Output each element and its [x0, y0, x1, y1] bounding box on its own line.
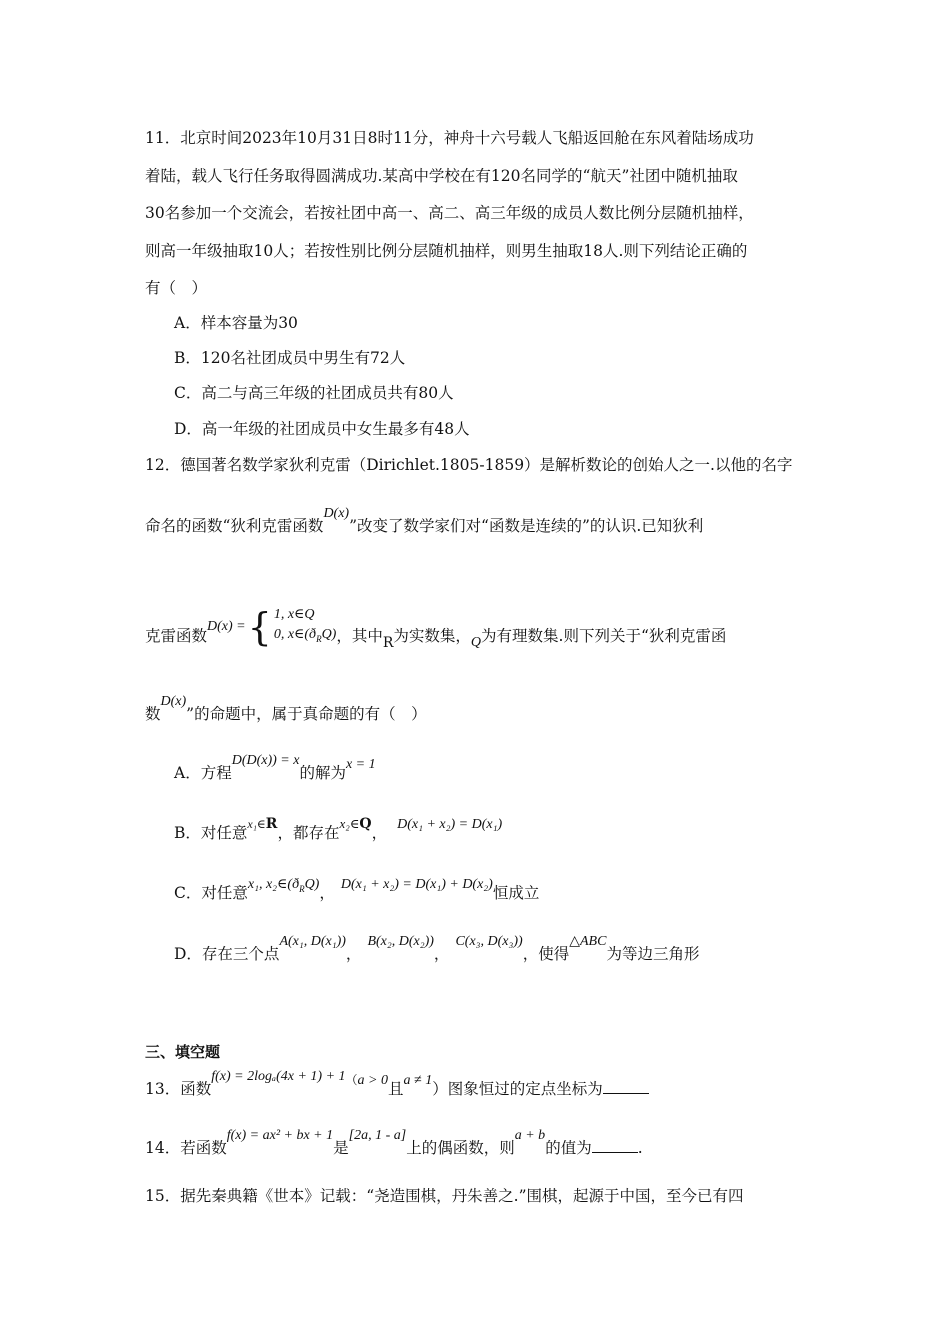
q12-option-d-text-end: 为等边三角形	[606, 945, 700, 963]
q12-option-b-x1: x₁∈	[247, 817, 266, 831]
q12-option-b-x2: x₂∈	[339, 816, 360, 831]
q12-option-c-equation: D(x₁ + x₂) = D(x₁) + D(x₂)	[340, 877, 493, 892]
q12-option-c-subscript: R	[299, 883, 305, 894]
q12-option-d-sep-2: ，	[433, 945, 450, 963]
case-irrational	[274, 627, 337, 642]
q12-option-a-label: A．方程	[174, 764, 232, 782]
dirichlet-function-symbol-2: D(x)	[160, 694, 187, 709]
q11-option-c: C．高二与高三年级的社团成员共有80人	[174, 384, 454, 402]
q12-option-c-text: 恒成立	[492, 884, 540, 902]
triangle-abc: △ABC	[569, 934, 607, 949]
q13-label: 13．函数	[145, 1080, 212, 1098]
piecewise-cases	[274, 605, 337, 649]
q12-option-a	[174, 753, 376, 786]
q12-option-d-sep-1: ，	[345, 945, 362, 963]
q12-option-c-label: C．对任意	[174, 884, 248, 902]
q13-paren-open: （	[345, 1073, 358, 1087]
q11-line-2: 着陆，载人飞行任务取得圆满成功.某高中学校在有120名同学的“航天”社团中随机抽取	[145, 167, 738, 185]
q12-option-c-domain-tail: Q)	[304, 877, 320, 892]
q12-line-1: 12．德国著名数学家狄利克雷（Dirichlet.1805-1859）是解析数论的创始人之一.以他的名字	[145, 456, 793, 474]
q14-label: 14．若函数	[145, 1139, 227, 1157]
q14-answer-blank[interactable]	[592, 1138, 638, 1153]
q13-condition-1: a > 0	[357, 1073, 388, 1088]
q12-line-3-text-d: 为有理数集.则下列关于“狄利克雷函	[481, 626, 727, 645]
q13-function: f(x) = 2logₐ(4x + 1) + 1	[211, 1069, 346, 1084]
q12-line-4	[145, 694, 427, 727]
q12-line-3-text-a: 克雷函数	[145, 626, 208, 645]
q13-condition-2: a ≠ 1	[403, 1073, 433, 1088]
q12-line-2-text-b: ”改变了数学家们对“函数是连续的”的认识.已知狄利	[349, 517, 704, 535]
q12-option-b-rational-set: Q	[359, 816, 372, 832]
q13-line	[145, 1069, 649, 1102]
q12-option-b-real-set: R	[265, 816, 278, 832]
q11-option-b: B．120名社团成员中男生有72人	[174, 349, 406, 367]
q14-text-is: 是	[333, 1139, 349, 1157]
q13-text: ）图象恒过的定点坐标为	[432, 1080, 603, 1098]
q14-interval: [2a, 1 - a]	[348, 1128, 407, 1143]
q12-option-b	[174, 816, 503, 846]
q12-option-a-equation: D(D(x)) = x	[231, 753, 300, 768]
q12-option-a-text: 的解为	[299, 764, 346, 782]
point-b: B(x₂, D(x₂))	[367, 934, 434, 949]
q14-line	[145, 1128, 643, 1161]
case-rational: 1, x∈Q	[273, 607, 315, 622]
q12-option-c-domain-head: x₁, x₂∈(ð	[247, 877, 300, 892]
q12-option-d-label: D．存在三个点	[174, 945, 280, 963]
section-title: 三、填空题	[145, 1043, 221, 1061]
q15-line: 15．据先秦典籍《世本》记载：“尧造围棋，丹朱善之.”围棋，起源于中国，至今已有四	[145, 1187, 744, 1205]
left-brace-icon: {	[247, 604, 272, 649]
q12-option-c	[174, 877, 540, 910]
q12-option-b-comma: ，	[371, 824, 388, 842]
q12-line-3-text-c: 为实数集，	[393, 626, 471, 645]
q11-line-4: 则高一年级抽取10人；若按性别比例分层随机抽样，则男生抽取18人.则下列结论正确的	[145, 242, 748, 260]
q14-text-value: 的值为	[545, 1139, 592, 1157]
complement-subscript: R	[316, 633, 322, 644]
q14-text: 上的偶函数，则	[406, 1139, 515, 1157]
dirichlet-function-symbol: D(x)	[323, 506, 350, 521]
q14-function: f(x) = ax² + bx + 1	[226, 1128, 334, 1143]
q12-option-c-domain	[248, 877, 319, 892]
q11-option-a: A．样本容量为30	[174, 314, 298, 332]
rational-set-symbol: Q	[470, 634, 482, 650]
q13-answer-blank[interactable]	[603, 1079, 649, 1094]
q12-line-3	[145, 604, 727, 659]
case-irrational-head: 0, x∈(ð	[273, 627, 317, 642]
q12-line-2	[145, 506, 704, 539]
real-set-symbol: R	[382, 634, 394, 651]
q11-line-1: 11．北京时间2023年10月31日8时11分，神舟十六号载人飞船返回舱在东风着陆场成功	[145, 129, 754, 147]
q12-option-d	[174, 934, 700, 967]
piecewise-definition	[207, 605, 336, 649]
q14-period: .	[637, 1139, 643, 1157]
q13-and: 且	[388, 1080, 404, 1098]
q12-option-b-label: B．对任意	[174, 824, 248, 842]
q12-option-c-comma: ，	[319, 884, 335, 902]
q14-sum: a + b	[514, 1128, 546, 1143]
q12-option-a-solution: x = 1	[345, 757, 376, 772]
q11-option-d: D．高一年级的社团成员中女生最多有48人	[174, 420, 470, 438]
q12-option-d-text: ，使得	[522, 945, 570, 963]
q12-line-4-text-a: 数	[145, 705, 161, 723]
q11-line-5: 有（ ）	[145, 279, 208, 297]
q12-line-2-text-a: 命名的函数“狄利克雷函数	[145, 517, 324, 535]
q12-option-b-equation: D(x₁ + x₂) = D(x₁)	[397, 817, 503, 832]
point-c: C(x₃, D(x₃))	[455, 934, 523, 949]
q12-line-4-text-b: ”的命题中，属于真命题的有（ ）	[186, 705, 427, 723]
q12-line-3-text-b: ，其中	[336, 626, 383, 645]
point-a: A(x₁, D(x₁))	[279, 934, 346, 949]
q11-line-3: 30名参加一个交流会，若按社团中高一、高二、高三年级的成员人数比例分层随机抽样，	[145, 204, 754, 222]
case-irrational-tail: Q)	[321, 627, 337, 642]
q12-option-b-text: ，都存在	[277, 824, 340, 842]
piecewise-lhs: D(x) =	[207, 619, 246, 635]
